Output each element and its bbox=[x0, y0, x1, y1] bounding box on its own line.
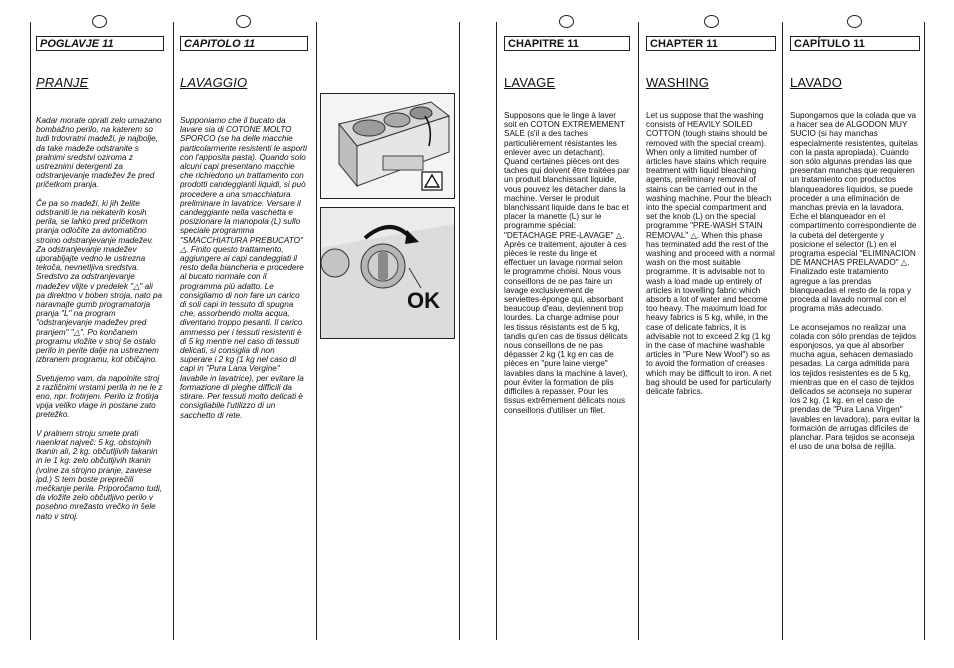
column-english bbox=[646, 36, 776, 405]
section-title: LAVAGGIO bbox=[180, 75, 248, 90]
paragraph: Svetujemo vam, da napolnite stroj z različnimi vrstami perila in ne le z eno, npr. frotirjem. Perilo iz frotirja vpija veliko vlage in postane zato pretežko. bbox=[36, 373, 163, 420]
program-knob-illustration bbox=[320, 207, 455, 339]
binding-hole-marker bbox=[559, 15, 574, 28]
binding-hole-marker bbox=[704, 15, 719, 28]
column-divider bbox=[173, 22, 174, 640]
detergent-drawer-drawing bbox=[321, 94, 454, 198]
paragraph: Supponiamo che il bucato da lavare sia di COTONE MOLTO SPORCO (se ha delle macchie particolarmente resistenti le asporti con l'apposita pasta). Quando solo alcuni capi presentano macchie che richiedono un trattamento con prodotti candeggianti liquidi, si può procedere a una smacchiatura preliminare in lavatrice. Versare il candeggiante nella vaschetta e posizionare la manopola (L) sullo speciale programma "SMACCHIATURA PREBUCATO" △. Finito questo trattamento, aggiungere ai capi candeggiati il resto della biancheria e procedere al bucato normale con il programma più adatto. Le consigliamo di non fare un carico di soli capi in tessuto di spugna che, assorbendo molta acqua, diventano troppo pesanti. Il carico ammesso per i tessuti resistenti è di 5 kg mentre nel caso di tessuti delicati, si consiglia di non superare i 2 kg (1 kg nel caso di capi in "Pura Lana Vergine" lavabile in lavatrice), per evitare la formazione di pieghe difficili da stirare. Per tessuti molto delicati è consigliabile l'utilizzo di un sacchetto di rete. bbox=[180, 116, 307, 420]
column-divider bbox=[316, 22, 317, 640]
chapter-heading: CHAPITRE 11 bbox=[504, 36, 630, 51]
program-knob-drawing bbox=[321, 208, 454, 338]
binding-hole-marker bbox=[847, 15, 862, 28]
paragraph: Če pa so madeži, ki jih želite odstraniti le na nekaterih kosih perila, se lahko pred pričetkom pranja odločite za avtomatično stroino odstranjevanje madežev. Za odstranjevanje madežev uporabljajte vedno le ustrezna tekoča, nevnetljiva sredstva. Sredstvo za odstranjevanje madežev vlijte v predelek "△" ali pa direktno v boben stroja, nato pa naravnajte gumb programatorja pranja "L" na program "odstranjevanje madežev pred pranjem" "△". Po končanem programu vložite v stroj še ostalo perilo in perite dalje na ustreznem izbranem programu, kot običajno. bbox=[36, 198, 163, 365]
section-body bbox=[180, 116, 308, 420]
paragraph: Supongamos que la colada que va a hacer sea de ALGODON MUY SUCIO (si hay manchas especialmente resistentes, quítelas con la pasta apropiada). Cuando son sólo algunas prendas las que presentan manchas que requieren un tratamiento con productos blanqueadores líquidos, se puede proceder a una eliminación de manchas previa en la lavadora. Eche el blanqueador en el compartimento correspondiente de la cubeta del detergente y posicione el selector (L) en el programa especial "ELIMINACION DE MANCHAS PRELAVADO" △. Finalizado este tratamiento agregue a las prendas blanqueadas el resto de la ropa y proceda al lavado normal con el programa más adecuado. bbox=[790, 111, 918, 314]
column-slovenian bbox=[36, 36, 164, 530]
section-body bbox=[36, 116, 164, 521]
binding-hole-marker bbox=[92, 15, 107, 28]
chapter-heading: POGLAVJE 11 bbox=[36, 36, 164, 51]
column-divider bbox=[782, 22, 783, 640]
section-title: LAVAGE bbox=[504, 75, 556, 90]
column-divider bbox=[496, 22, 497, 640]
column-french bbox=[504, 36, 630, 424]
section-title: LAVADO bbox=[790, 75, 843, 90]
paragraph: Let us suppose that the washing consists of HEAVILY SOILED COTTON (tough stains should be removed with the special cream). When only a limited number of articles have stains which require treatment with liquid bleaching agents, preliminary removal of stains can be carried out in the washing machine. Pour the bleach into the special compartment and set the knob (L) on the special programme "PRE-WASH STAIN REMOVAL" △. When this phase has terminated add the rest of the washing and proceed with a normal wash on the most suitable programme. It is advisable not to wash a load made up entirely of articles in towelling fabric which absorb a lot of water and become too heavy. The maximum load for heavy fabrics is 5 kg, while, in the case of delicate fabrics, it is advisable not to exceed 2 kg (1 kg in the case of machine washable articles in "Pure New Wool") so as to avoid the formation of creases which may be difficult to iron. A net bag should be used for particularly delicate fabrics. bbox=[646, 111, 775, 397]
ok-label: OK bbox=[407, 288, 440, 313]
column-divider bbox=[459, 22, 460, 640]
chapter-heading: CHAPTER 11 bbox=[646, 36, 776, 51]
chapter-heading: CAPITOLO 11 bbox=[180, 36, 308, 51]
section-title: WASHING bbox=[646, 75, 710, 90]
section-body bbox=[504, 111, 630, 415]
section-body bbox=[646, 111, 776, 396]
section-title: PRANJE bbox=[36, 75, 89, 90]
paragraph: Supposons que le linge à laver soit en COTON EXTREMEMENT SALE (s'il a des taches particulièrement résistantes les enlever avec un detachant). Quand certaines pièces ont des taches qui doivent être traitées par un produit blanchissant liquide, vous pouvez les détacher dans la machine. Verser le produit blanchissant liquide dans le bac et placer la manette (L) sur le programme spécial: "DETACHAGE PRE-LAVAGE" △. Après ce traitement, ajouter à ces pièces le reste du linge et effectuer un lavage normal selon le programme choisi. Nous vous conseillons de ne pas faire un lavage exclusivement de serviettes-éponge qui, absorbant beaucoup d'eau, deviennent trop lourdes. La charge admise pour les tissus résistants est de 5 kg, tandis qu'en cas de tissus délicats nous conseillons de ne pas dépasser 2 kg (1 kg en cas de pièces en "pure laine vierge" lavables dans la machine à laver), pour éviter la formation de plis difficiles à repasser. Pour les tissus extrêmement délicats nous conseillons d'utiliser un filet. bbox=[504, 111, 630, 415]
detergent-drawer-illustration bbox=[320, 93, 455, 199]
binding-hole-marker bbox=[236, 15, 251, 28]
column-italian bbox=[180, 36, 308, 429]
paragraph: Kadar morate oprati zelo umazano bombažno perilo, na katerem so tudi trdovratni madeži, je najbolje, da take madeže odstranite s pralnimi sredstvi oziroma z ustreznimi detergenti za odstranjevanje madežev že pred pričetkom pranja. bbox=[36, 116, 162, 190]
column-divider bbox=[638, 22, 639, 640]
chapter-heading: CAPÍTULO 11 bbox=[790, 36, 920, 51]
section-body bbox=[790, 111, 920, 452]
column-divider bbox=[30, 22, 31, 640]
paragraph: Le aconsejamos no realizar una colada con sólo prendas de tejidos esponjosos, ya que al absorber mucha agua, sehacen demasiado pesadas. La carga admitida para los tejidos resistentes es de 5 kg, mientras que en el caso de tejidos delicados se aconseja no superar los 2 kg. (1 kg. en el caso de prendas de "Pura Lana Virgen" lavables en lavadora), para evitar la formación de arrugas difíciles de planchar. Para tejidos se aconseja el uso de una bolsa de rejilla. bbox=[790, 322, 920, 452]
paragraph: V pralnem stroju smete prati naenkrat največ: 5 kg. obstojnih tkanin ali, 2 kg. občutljivih takanin in le 1 kg. zelo občutljivih tkanin (volne za strojno pranje, zavese ipd.) S tem boste preprečili mečkanje perila. Priporočamo tudi, da vložite zelo občutljivo perilo v posebno mrežasto vrečko in šele nato v stroj. bbox=[36, 428, 163, 521]
column-divider bbox=[924, 22, 925, 640]
column-spanish bbox=[790, 36, 920, 461]
